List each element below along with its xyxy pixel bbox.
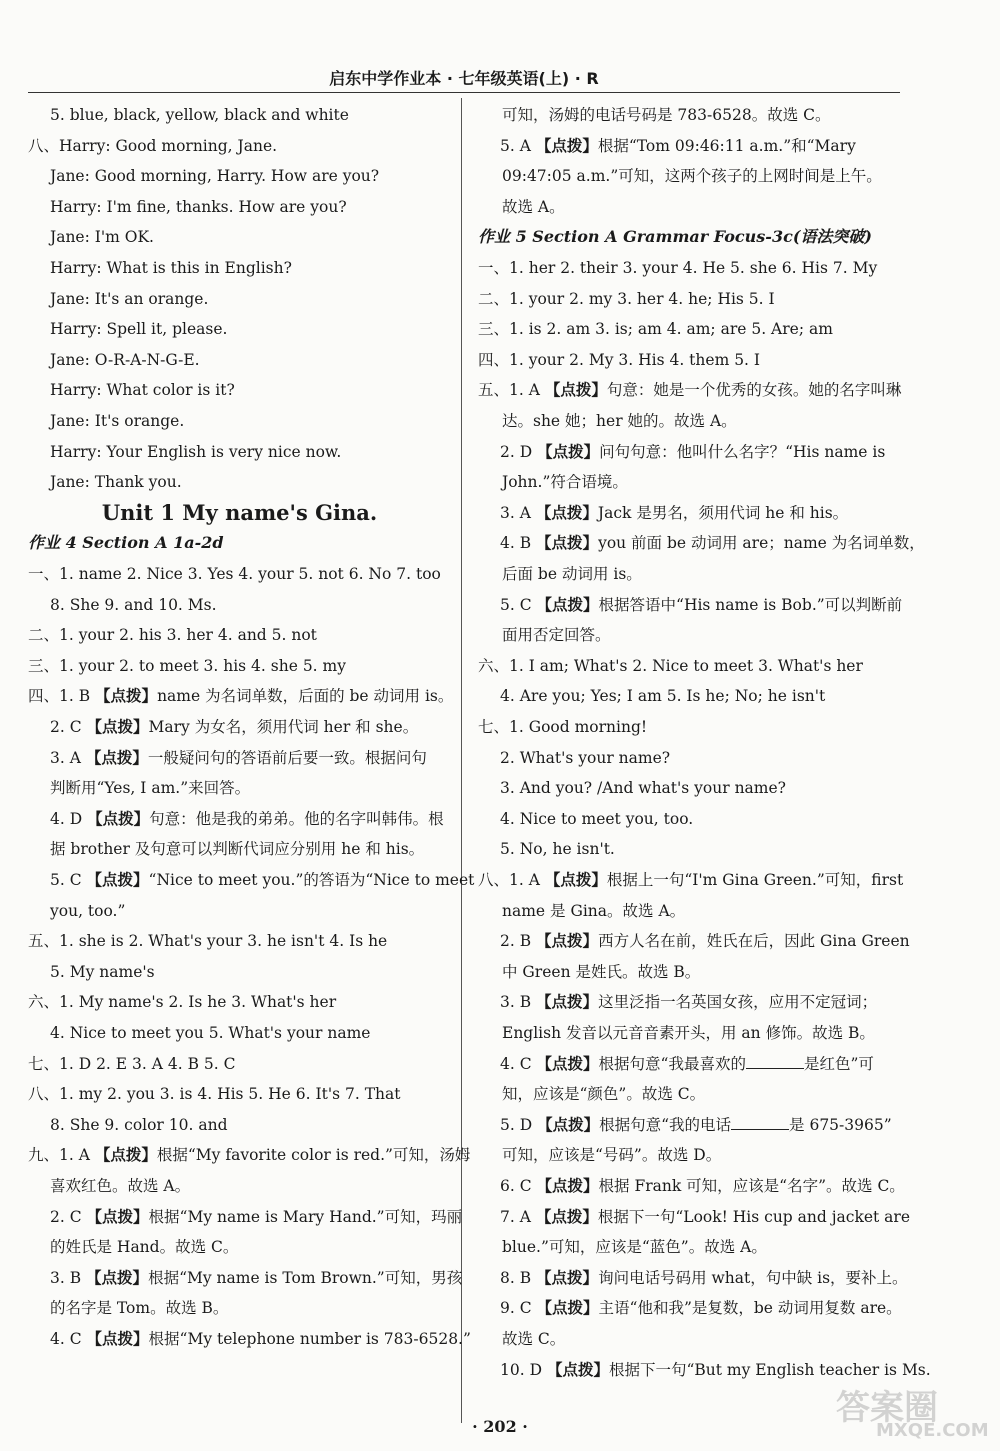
line-text: 5. C 【点拨】根据答语中“His name is Bob.”可以判断前: [500, 595, 903, 614]
answer-line: [28, 1324, 471, 1354]
line-text: 可知，应该是“号码”。故选 D。: [502, 1146, 722, 1165]
answer-line: [28, 375, 451, 405]
answer-line: [28, 681, 454, 711]
answer-line: [28, 1140, 471, 1170]
answer-line: [478, 834, 903, 864]
answer-line: [478, 284, 903, 314]
line-text: 故选 C。: [502, 1330, 566, 1348]
answer-line: [478, 100, 903, 130]
hint-tag: 【点拨】: [535, 136, 598, 155]
answer-line: [478, 865, 903, 895]
line-text: 3. B 【点拨】这里泛指一名英国女孩，应用不定冠词；: [500, 993, 878, 1012]
answer-line: [478, 314, 903, 344]
line-text: 故选 A。: [502, 197, 565, 216]
answer-line: [478, 1079, 903, 1109]
answer-line: [28, 559, 451, 589]
answer-line: [28, 743, 451, 773]
line-text: 2. D 【点拨】问句句意：他叫什么名字？“His name is: [500, 442, 886, 461]
line-text: 一、1. name 2. Nice 3. Yes 4. your 5. not 6. No 7. too: [28, 565, 441, 583]
watermark-logo: [836, 1380, 989, 1442]
line-text: 4. Nice to meet you 5. What's your name: [50, 1024, 371, 1042]
line-text: 8. B 【点拨】询问电话号码用 what，句中缺 is，要补上。: [500, 1268, 908, 1287]
line-text: 可知，汤姆的电话号码是 783-6528。故选 C。: [502, 106, 831, 124]
answer-line: [478, 253, 903, 283]
line-text: Unit 1 My name's Gina.: [101, 499, 378, 525]
line-text: 据 brother 及句意可以判断代词应分别用 he 和 his。: [50, 840, 425, 859]
fill-in-blank: [731, 1113, 789, 1130]
line-text: Harry: Spell it, please.: [50, 320, 228, 339]
line-text: 2. B 【点拨】西方人名在前，姓氏在后，因此 Gina Green: [500, 932, 910, 951]
line-text: 09:47:05 a.m.”可知，这两个孩子的上网时间是上午。: [502, 167, 882, 186]
line-text: 3. A 【点拨】Jack 是男名，须用代词 he 和 his。: [500, 503, 849, 522]
hint-tag: 【点拨】: [536, 534, 599, 553]
answer-line: [28, 865, 475, 895]
answer-line: [28, 620, 451, 650]
hint-tag: 【点拨】: [86, 1207, 149, 1226]
answer-line: [28, 222, 451, 252]
answer-line: [28, 896, 451, 926]
hint-tag: 【点拨】: [536, 1054, 599, 1073]
line-text: 八、1. A 【点拨】根据上一句“I'm Gina Green.”可知，first: [478, 871, 904, 889]
answer-line: [478, 896, 903, 926]
page-header: [28, 66, 900, 93]
answer-line: [28, 804, 451, 834]
line-text: 的名字是 Tom。故选 B。: [50, 1299, 229, 1318]
line-text: 2. What's your name?: [500, 748, 671, 767]
answer-line: [478, 957, 903, 987]
line-text: 一、1. her 2. their 3. your 4. He 5. she 6. His 7. My: [478, 259, 878, 277]
answer-line: [478, 1232, 903, 1262]
line-text: Jane: O-R-A-N-G-E.: [50, 350, 200, 369]
answer-line: [28, 1018, 451, 1048]
hint-tag: 【点拨】: [85, 748, 148, 767]
line-text: 七、1. Good morning!: [478, 718, 648, 736]
hint-tag: 【点拨】: [544, 871, 607, 889]
line-text: 6. C 【点拨】根据 Frank 可知，应该是“名字”。故选 C。: [500, 1177, 905, 1195]
answer-line: [478, 406, 903, 436]
hint-tag: 【点拨】: [536, 1177, 599, 1195]
hint-tag: 【点拨】: [537, 442, 600, 461]
line-text: 判断用“Yes, I am.”来回答。: [50, 779, 251, 798]
line-text: 5. No, he isn't.: [500, 840, 615, 859]
answer-line: [28, 773, 451, 803]
answer-line: [478, 131, 903, 161]
line-text: 三、1. is 2. am 3. is; am 4. am; are 5. Are; am: [478, 320, 833, 339]
answer-line: [478, 743, 903, 773]
answer-line: [28, 437, 451, 467]
line-text: you, too.”: [50, 901, 126, 920]
watermark-text: 答案圈: [836, 1388, 938, 1428]
line-text: John.”符合语境。: [502, 473, 628, 492]
answer-line: [28, 926, 451, 956]
section-heading: [28, 528, 451, 558]
line-text: 三、1. your 2. to meet 3. his 4. she 5. my: [28, 656, 346, 675]
line-text: 喜欢红色。故选 A。: [50, 1177, 191, 1195]
line-text: English 发音以元音音素开头，用 an 修饰。故选 B。: [502, 1024, 875, 1042]
line-text: 的姓氏是 Hand。故选 C。: [50, 1238, 239, 1257]
line-text: blue.”可知，应该是“蓝色”。故选 A。: [502, 1238, 767, 1257]
answer-line: [28, 314, 451, 344]
answer-line: [478, 590, 903, 620]
answer-line: [478, 987, 903, 1017]
line-text: 四、1. B 【点拨】name 为名词单数，后面的 be 动词用 is。: [28, 687, 454, 706]
line-text: Jane: It's an orange.: [50, 289, 209, 308]
answer-line: [28, 192, 451, 222]
line-text: 3. B 【点拨】根据“My name is Tom Brown.”可知，男孩: [50, 1268, 463, 1287]
line-text: 九、1. A 【点拨】根据“My favorite color is red.”可知，汤姆: [28, 1146, 471, 1165]
watermark-url: MXQE.COM: [876, 1420, 989, 1441]
answer-line: [478, 498, 903, 528]
answer-line: [28, 100, 451, 130]
hint-tag: 【点拨】: [535, 1207, 598, 1226]
answer-line: [28, 651, 451, 681]
answer-line: [478, 651, 903, 681]
answer-line: [478, 528, 925, 558]
line-text: 5. D 【点拨】根据句意“我的电话: [500, 1115, 732, 1134]
line-text: 达。she 她；her 她的。故选 A。: [502, 412, 737, 430]
line-text: 八、Harry: Good morning, Jane.: [28, 136, 278, 155]
page-number: · 202 ·: [472, 1417, 528, 1436]
line-text: 4. Are you; Yes; I am 5. Is he; No; he isn't: [500, 687, 826, 706]
line-text: 四、1. your 2. My 3. His 4. them 5. I: [478, 350, 761, 369]
line-text: Jane: Thank you.: [50, 473, 182, 492]
answer-line: [28, 712, 451, 742]
answer-line: [28, 253, 451, 283]
answer-line: [478, 375, 903, 405]
line-text: 5. My name's: [50, 962, 155, 981]
answer-line: [28, 1232, 451, 1262]
line-text: 4. Nice to meet you, too.: [500, 809, 694, 828]
line-text-after: 是红色”可: [803, 1054, 874, 1073]
answer-line: [28, 284, 451, 314]
line-text: Harry: I'm fine, thanks. How are you?: [50, 197, 347, 216]
line-text: 3. And you? /And what's your name?: [500, 779, 786, 798]
answer-line: [28, 1202, 463, 1232]
line-text: 作业 4 Section A 1a-2d: [28, 533, 224, 553]
answer-line: [478, 681, 903, 711]
hint-tag: 【点拨】: [536, 1299, 599, 1318]
answer-line: [28, 406, 451, 436]
hint-tag: 【点拨】: [86, 1330, 149, 1348]
answer-line: [28, 957, 451, 987]
hint-tag: 【点拨】: [536, 595, 599, 614]
answer-line: [478, 192, 903, 222]
line-text: 五、1. A 【点拨】句意：她是一个优秀的女孩。她的名字叫琳: [478, 381, 902, 400]
answer-line: [28, 1263, 463, 1293]
answer-line: [28, 345, 451, 375]
line-text: 后面 be 动词用 is。: [502, 565, 642, 583]
line-text: 2. C 【点拨】Mary 为女名，须用代词 her 和 she。: [50, 718, 419, 736]
answer-line: [28, 1293, 451, 1323]
answer-line: [478, 620, 903, 650]
line-text: 五、1. she is 2. What's your 3. he isn't 4. Is he: [28, 932, 388, 951]
line-text: 4. C 【点拨】根据句意“我最喜欢的: [500, 1054, 746, 1073]
hint-tag: 【点拨】: [95, 687, 158, 706]
answer-line: [478, 1110, 903, 1140]
answer-line: [478, 712, 903, 742]
line-text: 9. C 【点拨】主语“他和我”是复数，be 动词用复数 are。: [500, 1299, 902, 1318]
answer-line: [478, 345, 903, 375]
line-text: Harry: Your English is very nice now.: [50, 442, 342, 461]
line-text: 4. C 【点拨】根据“My telephone number is 783-6528.”: [50, 1330, 471, 1348]
answer-line: [28, 1171, 451, 1201]
line-text: name 是 Gina。故选 A。: [502, 901, 686, 920]
answer-line: [478, 926, 910, 956]
hint-tag: 【点拨】: [87, 809, 150, 828]
answer-line: [478, 161, 903, 191]
answer-line: [478, 1018, 903, 1048]
answer-line: [478, 437, 903, 467]
answer-line: [28, 131, 451, 161]
line-text: 六、1. I am; What's 2. Nice to meet 3. What's her: [478, 656, 863, 675]
answer-line: [478, 1171, 903, 1201]
line-text: 7. A 【点拨】根据下一句“Look! His cup and jacket are: [500, 1207, 911, 1226]
line-text: 3. A 【点拨】一般疑问句的答语前后要一致。根据问句: [50, 748, 427, 767]
hint-tag: 【点拨】: [544, 381, 607, 400]
line-text-after: 是 675-3965”: [789, 1115, 892, 1134]
line-text: Jane: It's orange.: [50, 412, 185, 430]
answer-line: [28, 1079, 451, 1109]
answer-line: [28, 987, 451, 1017]
hint-tag: 【点拨】: [536, 1268, 599, 1287]
hint-tag: 【点拨】: [537, 1115, 600, 1134]
line-text: Jane: I'm OK.: [50, 228, 154, 247]
line-text: 面用否定回答。: [502, 626, 611, 645]
line-text: 5. A 【点拨】根据“Tom 09:46:11 a.m.”和“Mary: [500, 136, 856, 155]
line-text: 8. She 9. and 10. Ms.: [50, 595, 217, 614]
hint-tag: 【点拨】: [536, 993, 599, 1012]
answer-line: [478, 1049, 903, 1079]
answer-line: [478, 559, 903, 589]
answer-line: [28, 161, 451, 191]
line-text: 中 Green 是姓氏。故选 B。: [502, 962, 701, 981]
line-text: Jane: Good morning, Harry. How are you?: [50, 167, 380, 186]
line-text: 8. She 9. color 10. and: [50, 1115, 228, 1134]
line-text: 八、1. my 2. you 3. is 4. His 5. He 6. It's 7. That: [28, 1085, 401, 1104]
answer-line: [28, 590, 451, 620]
answer-line: [28, 467, 451, 497]
fill-in-blank: [746, 1052, 804, 1069]
line-text: 4. B 【点拨】you 前面 be 动词用 are；name 为名词单数，: [500, 534, 925, 553]
line-text: Harry: What color is it?: [50, 381, 235, 400]
line-text: 4. D 【点拨】句意：他是我的弟弟。他的名字叫韩伟。根: [50, 809, 444, 828]
answer-line: [478, 1202, 911, 1232]
hint-tag: 【点拨】: [536, 932, 599, 951]
answer-line: [478, 1263, 908, 1293]
answer-line: [478, 467, 903, 497]
line-text: 七、1. D 2. E 3. A 4. B 5. C: [28, 1054, 236, 1073]
hint-tag: 【点拨】: [86, 1268, 149, 1287]
header-title: 启东中学作业本 · 七年级英语(上) · R: [329, 69, 599, 88]
hint-tag: 【点拨】: [86, 718, 149, 736]
answer-line: [28, 1110, 451, 1140]
line-text: 作业 5 Section A Grammar Focus-3c(语法突破): [478, 227, 872, 247]
line-text: 二、1. your 2. my 3. her 4. he; His 5. I: [478, 289, 775, 308]
line-text: 二、1. your 2. his 3. her 4. and 5. not: [28, 626, 317, 645]
hint-tag: 【点拨】: [535, 503, 598, 522]
answer-line: [28, 834, 451, 864]
line-text: Harry: What is this in English?: [50, 259, 292, 277]
section-heading: [478, 222, 903, 252]
line-text: 2. C 【点拨】根据“My name is Mary Hand.”可知，玛丽: [50, 1207, 463, 1226]
answer-line: [478, 804, 903, 834]
hint-tag: 【点拨】: [546, 1360, 609, 1379]
line-text: 5. blue, black, yellow, black and white: [50, 106, 349, 124]
line-text: 5. C 【点拨】“Nice to meet you.”的答语为“Nice to meet: [50, 871, 475, 889]
hint-tag: 【点拨】: [86, 871, 149, 889]
line-text: 10. D 【点拨】根据下一句“But my English teacher is Ms.: [500, 1360, 931, 1379]
answer-line: [28, 1049, 451, 1079]
answer-line: [478, 1293, 903, 1323]
line-text: 知，应该是“颜色”。故选 C。: [502, 1085, 706, 1104]
answer-line: [478, 1140, 903, 1170]
line-text: 六、1. My name's 2. Is he 3. What's her: [28, 993, 337, 1012]
answer-line: [478, 1324, 903, 1354]
hint-tag: 【点拨】: [94, 1146, 157, 1165]
answer-line: [478, 773, 903, 803]
